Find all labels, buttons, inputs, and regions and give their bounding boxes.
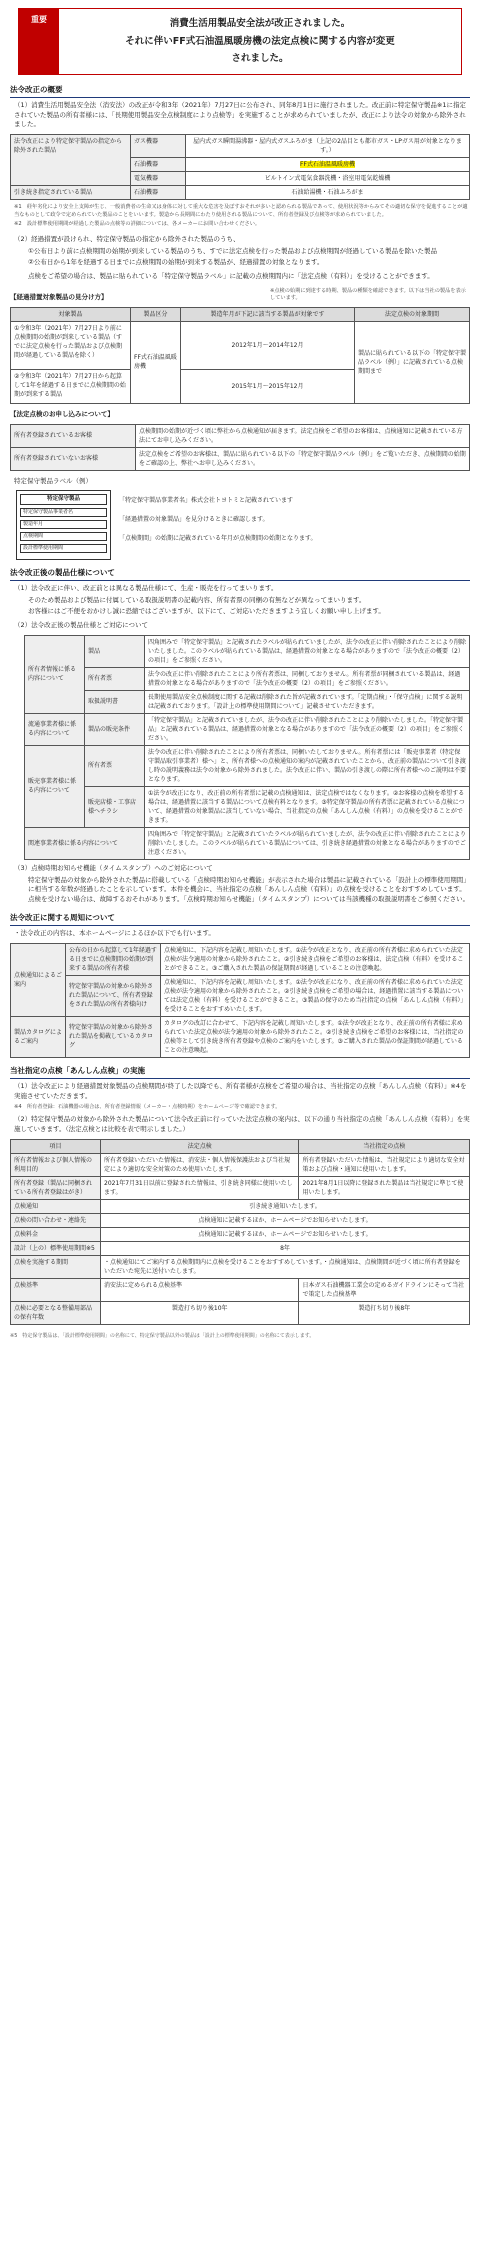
table-cell: 取扱説明書 bbox=[85, 690, 145, 713]
subsection-title: 【法定点検のお申し込みについて】 bbox=[10, 409, 114, 418]
paragraph: （1）法令改正に伴い、改正前とは異なる製品仕様にて、生産・販売を行ってまいります。 bbox=[14, 583, 278, 592]
table-row bbox=[11, 1301, 470, 1324]
section-anshin-inspection bbox=[10, 1064, 470, 1340]
table-row bbox=[11, 975, 470, 1016]
notice-title-line-2: それに伴いFF式石油温風暖房機の法定点検に関する内容が変更 bbox=[125, 35, 395, 47]
table-cell: 法令改正により特定保守製品の指定から除外された製品 bbox=[11, 135, 131, 186]
table-cell: 2021年8月1日以降に登録された製品は当社規定に準じて使用いたします。 bbox=[299, 1176, 470, 1199]
column-header: 当社指定の点検 bbox=[299, 1139, 470, 1153]
paragraph: ・法令改正の内容は、本ホームページによるほか以下でも行います。 bbox=[14, 929, 215, 938]
footnote: ※2 設計標準使用期間が経過した製品の点検等の詳細については、各メーカーにお問い合わせください。 bbox=[14, 221, 261, 228]
paragraph: （1）消費生活用製品安全法（消安法）の改正が令和3年（2021年）7月27日に公布され、同年8月1日に施行されました。改正前に特定保守製品※1に指定されていた製品の所有者様には、「長期使用製品安全点検制度により点検等」を実施することが求められていましたが、改正により法令の対象から除外されました。 bbox=[14, 100, 466, 129]
table-row bbox=[11, 943, 470, 975]
table-row bbox=[25, 667, 470, 690]
label-card-row: 特定保守製品事業者名 bbox=[20, 508, 107, 517]
label-caption: 特定保守製品ラベル（例） bbox=[14, 476, 92, 485]
table-cell: 引き続き指定されている製品 bbox=[11, 186, 131, 200]
important-tag: 重要 bbox=[19, 9, 59, 74]
paragraph: お客様にはご不便をおかけし誠に恐縮ではございますが、以下にて、ご対応いただきますよう宜しくお願い申し上げます。 bbox=[28, 607, 385, 616]
table-cell: 製造打ち切り後8年 bbox=[299, 1301, 470, 1324]
paragraph: （2）特定保守製品の対象から除外された製品について法令改正前に行っていた法定点検の案内は、以下の通り当社指定の点検「あんしん点検（有料）」を実施していきます。（法定点検とは比較を表で明示しました。） bbox=[14, 1115, 470, 1133]
table-cell: 販売店様・工事店様へチラシ bbox=[85, 786, 145, 827]
label-notes bbox=[119, 490, 470, 559]
section-announcement bbox=[10, 911, 470, 1058]
column-header: 製品区分 bbox=[131, 307, 181, 321]
column-header: 法定点検 bbox=[101, 1139, 299, 1153]
paragraph: そのため製品および製品に付属している取扱説明書の記載内容、所有者票の同梱の有無などが異なってまいります。 bbox=[28, 595, 366, 604]
paragraph: （3）点検時期お知らせ機能（タイムスタンプ）へのご対応について bbox=[14, 863, 213, 872]
transition-measures bbox=[10, 288, 470, 404]
spec-table bbox=[24, 635, 470, 860]
table-cell: ②令和3年（2021年）7月27日から起算して1年を経過する日までに点検期間の始期が到来する製品 bbox=[11, 369, 131, 403]
table-cell: 所有者登録いただいた情報は、消安法・個人情報保護法および当社規定により適切な安全対策のため使用いたします。 bbox=[101, 1153, 299, 1176]
table-cell: FF式石油温風暖房機 bbox=[131, 321, 181, 403]
highlighted-product: FF式石油温風暖房機 bbox=[300, 161, 355, 169]
footnote: ※4 所有者登録：石油機器の場合は、所有者登録情報（メーカー・点検時期）をホームページ等で確認できます。 bbox=[14, 1103, 281, 1110]
table-cell: 点検通知に、下記内容を記載し周知いたします。①法令が改正になり、改正前の所有者様に求められていた法定点検が法令適用の対象から除外されたこと。②引き続き点検をご希望の場合は、経過措置に該当する製品については法定点検（有料）を受けることができること。③製品の保守のため当社指定の点検「あんしん点検（有料）」を受けることをおすすめいたします。 bbox=[161, 975, 470, 1016]
comparison-table bbox=[10, 1139, 470, 1325]
table-header-row bbox=[11, 307, 470, 321]
table-cell: 所有者登録されていないお客様 bbox=[11, 447, 136, 470]
table-cell: 法定点検をご希望のお客様は、製品に貼られている以下の「特定保守製品ラベル（例）」をご覧いただき、点検期間の始期をご確認の上、弊社へお申し込みください。 bbox=[136, 447, 470, 470]
table-row bbox=[11, 1199, 470, 1213]
table-cell: 所有者票 bbox=[85, 745, 145, 786]
table-cell: 8年 bbox=[101, 1241, 470, 1255]
table-row bbox=[11, 1227, 470, 1241]
table-cell: 製品カタログによるご案内 bbox=[11, 1016, 66, 1057]
table-cell: 点検を実施する期間 bbox=[11, 1255, 101, 1278]
table-row bbox=[25, 827, 470, 859]
table-cell: 関連事業者様に係る内容について bbox=[25, 827, 145, 859]
column-header: 法定点検の対象期間 bbox=[355, 307, 470, 321]
table-cell: 引き続き通知いたします。 bbox=[101, 1199, 470, 1213]
table-cell: 製品の販売条件 bbox=[85, 713, 145, 745]
label-card-row: 点検期間 bbox=[20, 532, 107, 541]
paragraph: 点検をご希望の場合は、製品に貼られている「特定保守製品ラベル」に記載の点検期間内に「法定点検（有料）」を受けることができます。 bbox=[28, 272, 434, 281]
table-cell: 製造打ち切り後10年 bbox=[101, 1301, 299, 1324]
table-cell: 特定保守製品の対象から除外された製品について、所有者登録をされた製品の所有者様向け bbox=[66, 975, 161, 1016]
table-cell: 石油機器 bbox=[131, 158, 186, 172]
table-cell: 「特定保守製品」と記載されていましたが、法令の改正に伴い削除されたことにより削除いたしました。「特定保守製品」と記載されている製品は、経過措置の対象となる場合がありますので「法令改正の概要（2）の項目」をご参照ください。 bbox=[145, 713, 470, 745]
table-cell: 点検通知 bbox=[11, 1199, 101, 1213]
label-card-row: 設計標準使用期間 bbox=[20, 544, 107, 553]
section-product-spec bbox=[10, 566, 470, 905]
table-row bbox=[11, 1278, 470, 1301]
table-cell: 所有者票 bbox=[85, 667, 145, 690]
table-cell: 点検通知によるご案内 bbox=[11, 943, 66, 1016]
table-cell: 所有者情報および個人情報の利用目的 bbox=[11, 1153, 101, 1176]
table-row bbox=[25, 690, 470, 713]
notice-title-line-1: 消費生活用製品安全法が改正されました。 bbox=[169, 18, 351, 29]
table-cell: 石油給湯機・石油ふろがま bbox=[186, 186, 470, 200]
table-row bbox=[11, 447, 470, 470]
paragraph: （2）法令改正後の製品仕様とご対応について bbox=[14, 621, 149, 630]
subsection-title: 【経過措置対象製品の見分け方】 bbox=[10, 292, 108, 301]
request-table bbox=[10, 424, 470, 471]
table-cell: カタログの改訂に合わせて、下記内容を記載し周知いたします。①法令が改正となり、改正前の所有者様に求められていた法定点検が法令適用の対象から除外されたこと。②引き続き点検をご希望のお客様には、当社指定の点検等として引き続き所有者登録や点検のご案内をいたします。③ご購入された製品の保証期間が経過していることの注意喚起。 bbox=[161, 1016, 470, 1057]
table-cell: 特定保守製品の対象から除外された製品を掲載しているカタログ bbox=[66, 1016, 161, 1057]
label-note: 「経過措置の対象製品」を見分けるときに確認します。 bbox=[119, 516, 269, 524]
table-cell: 点検通知に記載するほか、ホームページでお知らせいたします。 bbox=[101, 1213, 470, 1227]
table-cell: 2012年1月～2014年12月 bbox=[181, 321, 355, 369]
table-cell: 点検通知に記載するほか、ホームページでお知らせいたします。 bbox=[101, 1227, 470, 1241]
table-cell: 点検に必要となる整備用部品の保有年数 bbox=[11, 1301, 101, 1324]
table-row bbox=[11, 424, 470, 447]
paragraph: 特定保守製品の対象から除外された製品に搭載している「点検時期お知らせ機能」が表示された場合は製品に記載されている「設計上の標準使用期間」に相当する年数が経過したことを示しています。本件を機会に、当社指定の点検「あんしん点検（有料）」の点検を受けることをおすすめしています。点検を受けない場合は、故障するおそれがあります。「点検時期お知らせ機能」（タイムスタンプ）については当該機種の取扱説明書をご参照ください。 bbox=[28, 875, 470, 904]
paragraph: （1）法令改正により経過措置対象製品の点検期間が終了した以降でも、所有者様が点検をご希望の場合は、当社指定の点検「あんしん点検（有料）」※4を実施させていただきます。 bbox=[14, 1082, 467, 1100]
table-row bbox=[25, 786, 470, 827]
table-cell: 法令の改正に伴い削除されたことにより所有者票は、同梱しておりません。所有者票が同梱されている製品は、経過措置の対象となる場合がありますので「法令改正の概要（2）の項目」をご参照ください。 bbox=[145, 667, 470, 690]
table-cell: ガス機器 bbox=[131, 135, 186, 158]
notice-title-line-3: されました。 bbox=[231, 53, 289, 65]
section-title: 法令改正の概要 bbox=[10, 83, 470, 98]
table-cell: 販売事業者様に係る内容について bbox=[25, 745, 85, 827]
paragraph: ②公布日から1年を経過する日までに点検期間の始期が到来する製品が、経過措置の対象となります。 bbox=[28, 258, 324, 267]
label-card bbox=[16, 490, 111, 559]
section-law-summary bbox=[10, 83, 470, 282]
table-cell: ・点検通知にてご案内する点検期間内に点検を受けることをおすすめしています。・点検通知は、点検期間が近づく頃に所有者登録をいただいた宛先に送付いたします。 bbox=[101, 1255, 470, 1278]
table-cell: 所有者情報に係る内容について bbox=[25, 635, 85, 713]
table-cell: 流通事業者様に係る内容について bbox=[25, 713, 85, 745]
table-row bbox=[25, 745, 470, 786]
table-cell: 設計（上の）標準使用期間※5 bbox=[11, 1241, 101, 1255]
table-cell: 四角囲みで「特定保守製品」と記載されたラベルが貼られていましたが、法令の改正に伴い削除されたことにより削除いたしました。このラベルが貼られている製品は、経過措置の対象となる場合がありますので「法令改正の概要（2）の項目」をご参照ください。 bbox=[145, 635, 470, 667]
table-cell: 点検通知に、下記内容を記載し周知いたします。①法令が改正となり、改正前の所有者様に求められていた法定点検が法令適用の対象から除外されたこと。②引き続き点検をご希望のお客様は、法定点検（有料）を受けることができること。③ご購入された製品の保証期間が経過していることの注意喚起。 bbox=[161, 943, 470, 975]
transition-table bbox=[10, 307, 470, 404]
table-cell: 消安法に定められる点検基準 bbox=[101, 1278, 299, 1301]
section-title: 法令改正に関する周知について bbox=[10, 911, 470, 926]
table-row bbox=[11, 1213, 470, 1227]
section-title: 当社指定の点検「あんしん点検」の実施 bbox=[10, 1064, 470, 1079]
table-row bbox=[11, 1016, 470, 1057]
table-cell: 四角囲みで「特定保守製品」と記載されていたラベルが貼られていましたが、法令の改正に伴い削除されたことにより削除いたしました。このラベルが貼られている製品については、引き続き経過措置の対象となる場合がありますのでご注意ください。 bbox=[145, 827, 470, 859]
section-title: 法令改正後の製品仕様について bbox=[10, 566, 470, 581]
excluded-products-table bbox=[10, 134, 470, 200]
paragraph: （2）経過措置が設けられ、特定保守製品の指定から除外された製品のうち、 bbox=[14, 234, 240, 243]
table-row bbox=[11, 186, 470, 200]
column-header: 対象製品 bbox=[11, 307, 131, 321]
table-row bbox=[11, 1176, 470, 1199]
table-cell: 長期使用製品安全点検制度に関する記載は削除された旨が記載されています。「定期点検」・「保守点検」に関する説明は記載されております。「設計上の標準使用期間について」記載させていただきます。 bbox=[145, 690, 470, 713]
table-header-row bbox=[11, 1139, 470, 1153]
announcement-table bbox=[10, 943, 470, 1058]
table-row bbox=[25, 713, 470, 745]
label-card-row: 製造年月 bbox=[20, 520, 107, 529]
table-row bbox=[11, 1255, 470, 1278]
label-note: 「点検期間」の始期に記載されている年月が点検期間の始期となります。 bbox=[119, 535, 317, 543]
table-cell: 2015年1月～2015年12月 bbox=[181, 369, 355, 403]
table-cell: 所有者登録（製品に同梱されている所有者登録はがき） bbox=[11, 1176, 101, 1199]
important-notice bbox=[18, 8, 462, 75]
column-header: 製造年月が下記に該当する製品が対象です bbox=[181, 307, 355, 321]
column-header: 項目 bbox=[11, 1139, 101, 1153]
table-cell: 点検料金 bbox=[11, 1227, 101, 1241]
table-cell: ①令和3年（2021年）7月27日より前に点検期間の始期が到来している製品（すでに法定点検を行った製品および点検期間が経過している製品を除く） bbox=[11, 321, 131, 369]
table-row bbox=[25, 635, 470, 667]
table-cell: 点検期間の始期が近づく頃に弊社から点検通知が届きます。法定点検をご希望のお客様は、点検通知に記載されている方法にてお申し込みください。 bbox=[136, 424, 470, 447]
table-cell: 法令の改正に伴い削除されたことにより所有者票は、同梱いたしておりません。所有者票には「販売事業者（特定保守製品取引事業者）様へ」と、所有者様への点検通知の案内が記載されていたことから、改正前の製品について引き渡し時の説明義務は法令の対象から除外されました。法令改正に伴い、製品の引き渡しの際に所有者様へのご説明は不要となります。 bbox=[145, 745, 470, 786]
table-cell: 点検の問い合わせ・連絡先 bbox=[11, 1213, 101, 1227]
table-row bbox=[11, 135, 470, 158]
footnote: ※5 特定保守製品は、「設計標準使用期間」の名称にて、特定保守製品以外の製品は「設計上の標準使用期間」の名称にて表示します。 bbox=[10, 1332, 315, 1339]
table-cell: 点検基準 bbox=[11, 1278, 101, 1301]
footnote: ※1 経年劣化により安全上支障が生じ、一般消費者の生命又は身体に対して重大な危害を及ぼすおそれが多いと認められる製品であって、使用状況等からみてその適切な保守を促進することが適当なものとして政令で定められていた製品のことをいいます。製造から長期間にわたり使用される製品について、所有者登録及び点検等が求められていました。 bbox=[14, 204, 468, 218]
table-cell: 電気機器 bbox=[131, 172, 186, 186]
label-note: 「特定保守製品事業者名」株式会社トヨトミと記載されています bbox=[119, 497, 294, 505]
table-cell: 製品に貼られている以下の「特定保守製品ラベル（例）」に記載されている点検期間まで bbox=[355, 321, 470, 403]
table-row bbox=[11, 1241, 470, 1255]
table-cell: 日本ガス石油機器工業会の定めるガイドラインにそって当社で策定した点検基準 bbox=[299, 1278, 470, 1301]
table-cell: 2021年7月31日以前に登録された情報は、引き続き同様に使用いたします。 bbox=[101, 1176, 299, 1199]
notice-title bbox=[59, 9, 461, 74]
table-cell: ①法令が改正になり、改正前の所有者票に記載の点検通知は、法定点検ではなくなります。②お客様の点検を希望する場合は、経過措置に該当する製品について点検有料となります。③特定保守製品の所有者票に記載されている点検について、経過措置の対象製品に該当していない場合、当社指定の点検「あんしん点検（有料）」の点検を受けることができます。 bbox=[145, 786, 470, 827]
label-card-title: 特定保守製品 bbox=[20, 494, 107, 504]
small-note: ※点検の始期に到達する時期、製品の種類を確認できます。以下は当社の製品を表示しています。 bbox=[270, 287, 466, 302]
table-cell: 屋内式ガス瞬間湯沸器・屋内式ガスふろがま（上記の2品目とも都市ガス・LPガス用が対象となります。） bbox=[186, 135, 470, 158]
paragraph: ①公布日より前に点検期間の始期が到来している製品のうち、すでに法定点検を行った製品および点検期間が経過している製品を除いた製品 bbox=[28, 246, 438, 255]
table-cell: 石油機器 bbox=[131, 186, 186, 200]
table-row bbox=[11, 321, 470, 369]
table-row bbox=[11, 1153, 470, 1176]
table-cell: 製品 bbox=[85, 635, 145, 667]
table-cell: ビルトイン式電気食器洗機・浴室用電気乾燥機 bbox=[186, 172, 470, 186]
table-cell: 所有者登録されているお客様 bbox=[11, 424, 136, 447]
inspection-request bbox=[10, 410, 470, 471]
table-cell: 所有者登録いただいた情報は、当社規定により適切な安全対策および点検・通知に使用いたします。 bbox=[299, 1153, 470, 1176]
table-cell: 公布の日から起算して1年経過する日までに点検期間の始期が到来する製品の所有者様 bbox=[66, 943, 161, 975]
label-example bbox=[10, 477, 470, 560]
